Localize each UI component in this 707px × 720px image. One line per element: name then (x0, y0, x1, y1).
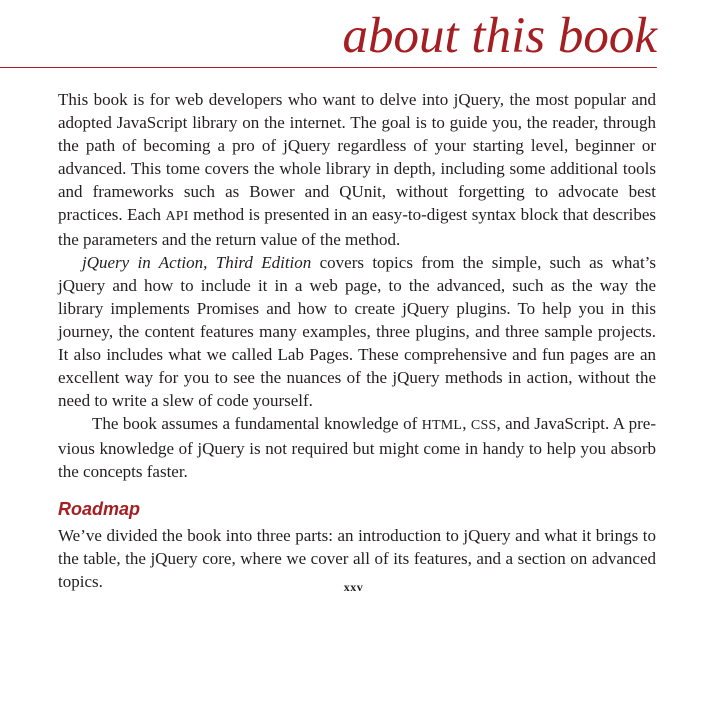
paragraph-prerequisites-start: The book assumes a fundamental knowledge of (92, 414, 422, 433)
main-content (58, 88, 656, 593)
title-rule (0, 67, 657, 68)
paragraph-prerequisites (58, 412, 656, 483)
paragraph-intro (58, 88, 656, 251)
paragraph-intro-text: This book is for web developers who want to delve into jQuery, the most popular and adopted JavaScript library on the internet. The goal is to guide you, the reader, through the path of becoming a pro of jQuery regardless of your starting level, beginner or advanced. This tome covers the whole library in depth, including some additional tools and frameworks such as Bower and QUnit, without forgetting to advocate best practices. Each (58, 90, 656, 224)
chapter-title: about this book (342, 8, 657, 64)
paragraph-roadmap: We’ve divided the book into three parts: an introduction to jQuery and what it brings to the table, the jQuery core, where we cover all of its features, and a section on advanced topics. (58, 526, 656, 591)
paragraph-topics-text: covers topics from the simple, such as what’s jQuery and how to include it in a web page, to the advanced, such as the way the library implements Promises and how to create jQuery plugins. To help you in this journey, the content features many examples, three plugins, and three sample projects. It also includes what we called Lab Pages. These comprehensive and fun pages are an excellent way for you to see the nuances of the jQuery methods in action, without the need to write a slew of code yourself. (58, 253, 657, 410)
book-title: jQuery in Action, Third Edition (82, 253, 312, 272)
html-abbreviation: HTML (421, 418, 463, 433)
paragraph-topics (58, 251, 656, 412)
css-abbreviation: CSS (470, 418, 497, 433)
api-abbreviation: API (165, 209, 189, 224)
paragraph-prerequisites-end: , and JavaScript. A previous knowledge of jQuery is not required but might come in handy to help you absorb the concepts faster. (58, 414, 656, 481)
paragraph-intro-end: method is presented in an easy-to-digest syntax block that describes the parameters and the return value of the method. (58, 205, 656, 249)
page-number: xxv (343, 580, 364, 594)
section-heading-roadmap: Roadmap (58, 499, 141, 519)
paragraph-prerequisites-sep: , (462, 414, 471, 433)
